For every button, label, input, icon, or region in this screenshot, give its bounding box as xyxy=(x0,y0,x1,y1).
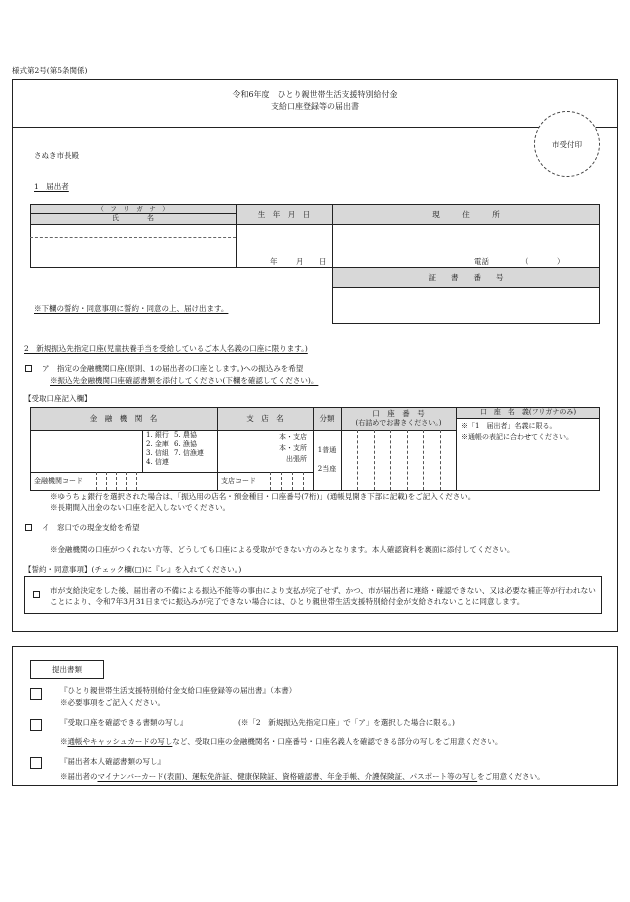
branch-code-field[interactable] xyxy=(271,473,303,489)
address-label: 現 住 所 xyxy=(432,210,500,219)
holder-note: ※「1 届出者」名義に限る。 xyxy=(461,422,557,430)
consent-heading: 【誓約・同意事項】(チェック欄(□)に『レ』を入れてください。) xyxy=(24,565,242,574)
documents-heading: 提出書類 xyxy=(52,665,82,674)
birthdate-field[interactable] xyxy=(237,225,331,266)
document-2-note-rest: など、受取口座の金融機関名・口座番号・口座名義人を確認できる部分の写しをご用意ください。 xyxy=(172,737,503,746)
document-2-title: 『受取口座を確認できる書類の写し』 xyxy=(60,718,188,727)
form-number: 様式第2号(第5条関係) xyxy=(12,66,88,75)
bank-type-split-line xyxy=(142,430,143,472)
phone-label: 電話 xyxy=(474,257,489,266)
bank-header: 金 融 機 関 名 xyxy=(89,414,158,423)
bank-type-option: 4. 信連 xyxy=(146,458,169,466)
document-3-note xyxy=(60,773,545,781)
holder-header: 口 座 名 義(フリガナのみ) xyxy=(479,408,577,416)
birth-day-unit: 日 xyxy=(319,257,327,266)
reception-stamp-circle xyxy=(534,111,600,177)
bank-code-field[interactable] xyxy=(97,473,136,489)
pledge-note: ※下欄の誓約・同意事項に誓約・同意の上、届け出ます。 xyxy=(34,304,229,313)
dormant-account-note: ※長期間入出金のない口座を記入しないでください。 xyxy=(50,503,230,512)
option-a-label: ア 指定の金融機関口座(原則、1の届出者の口座とします。)への振込みを希望 xyxy=(42,364,304,373)
bank-type-option: 1. 銀行 xyxy=(146,431,169,439)
document-1-title: 『ひとり親世帯生活支援特別給付金支給口座登録等の届出書』（本書） xyxy=(60,686,297,695)
addressee: さぬき市長殿 xyxy=(34,151,79,160)
section2-heading: 2 新規振込先指定口座(児童扶養手当を受給しているご本人名義の口座に限ります。) xyxy=(24,344,308,353)
checkbox-document-3[interactable] xyxy=(30,757,42,769)
form-title-line1: 令和6年度 ひとり親世帯生活支援特別給付金 xyxy=(232,90,398,99)
bank-type-option: 6. 漁協 xyxy=(174,440,197,448)
branch-code-label: 支店コード xyxy=(221,477,256,485)
checkbox-consent[interactable] xyxy=(33,591,40,598)
bank-type-option: 7. 信漁連 xyxy=(174,449,204,457)
yucho-note: ※ゆうちょ銀行を選択された場合は、「振込用の店名・預金種目・口座番号(7桁)」(通帳見開き下部に記載)をご記入ください。 xyxy=(50,492,476,501)
account-holder-field[interactable] xyxy=(457,447,599,489)
account-number-subheader: (右詰めでお書きください。) xyxy=(355,419,442,427)
branch-header: 支 店 名 xyxy=(246,414,284,423)
phone-close-paren: ） xyxy=(557,257,565,266)
entry-heading: 【受取口座記入欄】 xyxy=(24,394,92,403)
form-title-line2: 支給口座登録等の届出書 xyxy=(271,102,359,111)
document-2-note xyxy=(60,738,502,746)
account-number-header: 口 座 番 号 xyxy=(372,409,425,418)
document-3-note-prefix: ※届出者の xyxy=(60,772,98,781)
birth-year-unit: 年 xyxy=(270,257,278,266)
phone-field[interactable] xyxy=(530,256,556,266)
name-label: 氏 名 xyxy=(112,214,154,222)
branch-type-option: 出張所 xyxy=(286,455,307,463)
furigana-label: （ フ リ ガ ナ ） xyxy=(97,205,169,213)
document-3-title: 『届出者本人確認書類の写し』 xyxy=(60,757,165,766)
option-a-note: ※振込先金融機関口座確認書類を添付してください(下欄を確認してください)。 xyxy=(50,376,319,385)
bank-type-option: 3. 信組 xyxy=(146,449,169,457)
bank-name-field[interactable] xyxy=(31,431,141,471)
account-number-field[interactable] xyxy=(342,431,455,489)
section1-heading: 1 届出者 xyxy=(34,182,69,191)
checkbox-option-a[interactable] xyxy=(25,365,32,372)
branch-type-option: 本・支所 xyxy=(279,444,307,452)
document-2-note-underlined: 通帳やキャッシュカードの写し xyxy=(67,737,173,746)
address-field[interactable] xyxy=(333,225,599,255)
bank-type-option: 2. 金庫 xyxy=(146,440,169,448)
name-furigana-field[interactable] xyxy=(31,225,235,236)
option-i-label: イ 窓口での現金支給を希望 xyxy=(42,523,140,532)
document-2-condition: (※「2 新規振込先指定口座」で「ア」を選択した場合に限る。) xyxy=(238,718,455,727)
birth-month-unit: 月 xyxy=(296,257,304,266)
checkbox-document-2[interactable] xyxy=(30,719,42,731)
certificate-label: 証 書 番 号 xyxy=(428,273,504,282)
holder-header-line xyxy=(456,418,600,419)
document-2-note-prefix: ※ xyxy=(60,737,68,746)
bank-type-option: 5. 農協 xyxy=(174,431,197,439)
branch-name-field[interactable] xyxy=(218,431,268,471)
holder-note: ※通帳の表記に合わせてください。 xyxy=(461,433,573,441)
account-type-option: 2当座 xyxy=(317,465,337,473)
document-3-note-underlined: マイナンバーカード(表面)、運転免許証、健康保険証、資格確認書、年金手帳、介護保険証、パスポート等の写し xyxy=(97,772,478,781)
title-divider xyxy=(12,127,618,128)
certificate-number-field[interactable] xyxy=(333,288,599,323)
birthdate-label: 生 年 月 日 xyxy=(257,210,311,219)
option-i-note: ※金融機関の口座がつくれない方等、どうしても口座による受取ができない方のみとなります。本人確認資料を裏面に添付してください。 xyxy=(50,545,515,554)
document-3-note-rest: をご用意ください。 xyxy=(477,772,545,781)
checkbox-option-i[interactable] xyxy=(25,524,32,531)
name-field[interactable] xyxy=(31,238,235,266)
branch-code-divider xyxy=(303,472,304,490)
bank-code-label: 金融機関コード xyxy=(34,477,83,485)
type-header: 分類 xyxy=(319,414,335,423)
phone-open-paren: （ xyxy=(521,257,529,266)
checkbox-document-1[interactable] xyxy=(30,688,42,700)
account-type-option: 1普通 xyxy=(317,446,337,454)
branch-type-option: 本・支店 xyxy=(279,433,307,441)
document-1-note: ※必要事項をご記入ください。 xyxy=(60,698,165,707)
consent-text: 市が支給決定をした後、届出者の不備による振込不能等の事由により支払が完了せず、かつ、市が届出者に連絡・確認できない、又は必要な補正等が行われないことにより、令和7年3月31日までに振込みが完了できない場合には、ひとり親世帯生活支援特別給付金が支給されないことに同意します。 xyxy=(50,586,596,606)
bank-code-divider xyxy=(136,472,137,490)
reception-stamp-label: 市受付印 xyxy=(552,140,582,149)
